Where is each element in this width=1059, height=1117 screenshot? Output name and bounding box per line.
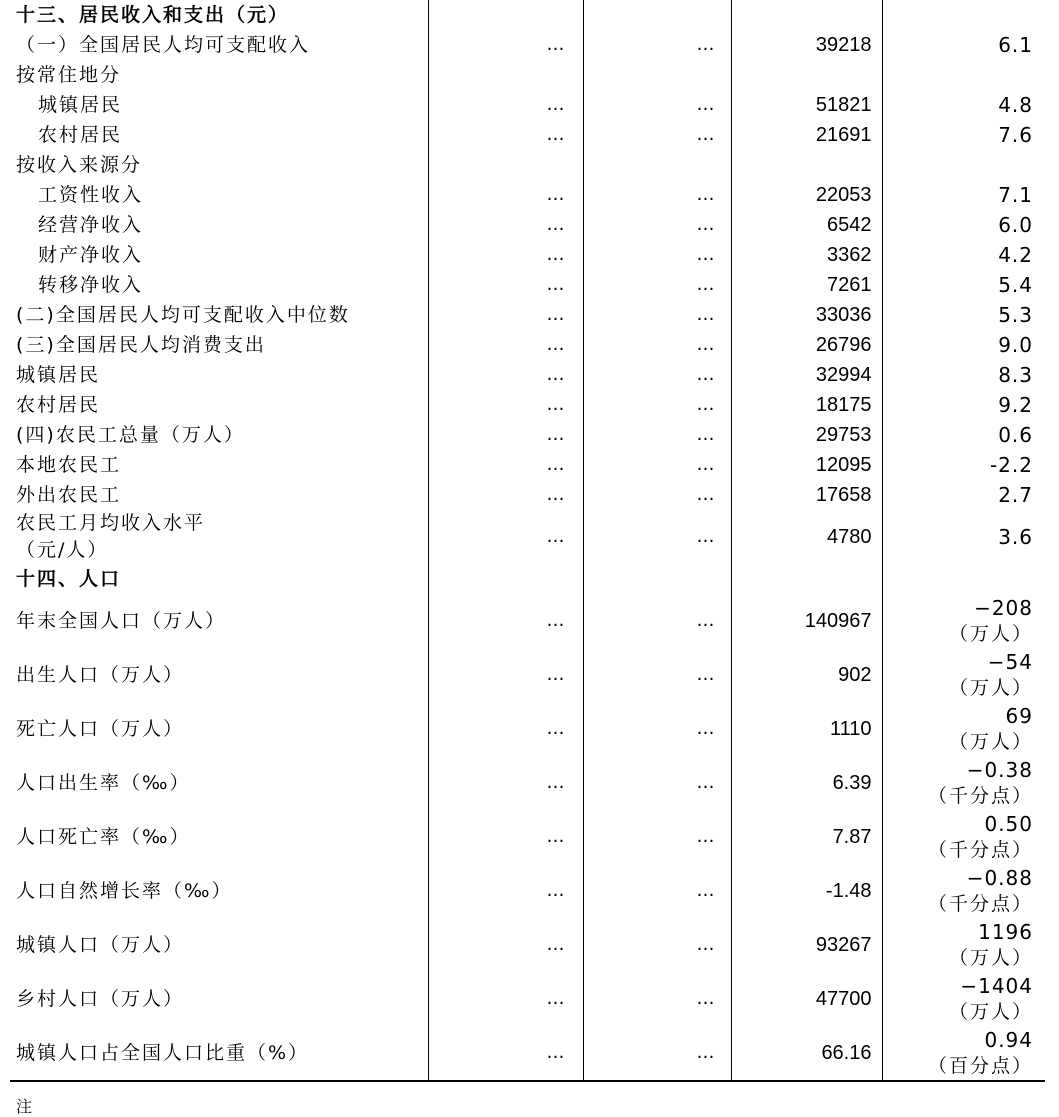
change-cell: 6.0 [882,210,1045,240]
previous-change-cell: … [583,420,731,450]
previous-value-cell: … [428,918,583,972]
table-row [10,300,1045,330]
change-value: 0.94 [984,1028,1033,1052]
table-row [10,918,1045,972]
change-value: 0.50 [984,812,1033,836]
change-cell [882,702,1045,756]
change-cell: 5.3 [882,300,1045,330]
previous-value-cell [428,564,583,594]
change-cell [882,918,1045,972]
previous-value-cell: … [428,702,583,756]
change-cell [882,594,1045,648]
table-row [10,756,1045,810]
previous-value-cell: … [428,90,583,120]
row-label: 农村居民 [38,124,123,146]
previous-change-cell [583,564,731,594]
table-row [10,360,1045,390]
previous-value-cell: … [428,180,583,210]
table-row [10,420,1045,450]
change-unit: （万人） [948,623,1033,645]
previous-change-cell: … [583,648,731,702]
value-cell: 18175 [731,390,882,420]
change-cell [882,564,1045,594]
change-cell [882,864,1045,918]
table-row [10,702,1045,756]
value-cell: 7261 [731,270,882,300]
table-row [10,120,1045,150]
table-row [10,180,1045,210]
row-label: 按收入来源分 [16,154,143,176]
row-label: 城镇居民 [38,94,123,116]
previous-value-cell [428,0,583,30]
row-label: （一）全国居民人均可支配收入 [16,34,311,56]
table-row [10,594,1045,648]
table-row [10,480,1045,510]
value-cell: 902 [731,648,882,702]
change-cell: 7.1 [882,180,1045,210]
previous-change-cell: … [583,480,731,510]
row-label: 经营净收入 [38,214,144,236]
previous-change-cell: … [583,390,731,420]
change-cell [882,0,1045,30]
value-cell: 33036 [731,300,882,330]
previous-value-cell [428,60,583,90]
table-row [10,30,1045,60]
change-cell: 0.6 [882,420,1045,450]
row-label: 十三、居民收入和支出（元） [16,4,290,26]
change-cell [882,972,1045,1026]
row-label: 转移净收入 [38,274,144,296]
row-label: 出生人口（万人） [16,664,185,686]
change-value: −208 [974,596,1033,620]
previous-value-cell: … [428,330,583,360]
value-cell: 66.16 [731,1026,882,1081]
change-unit: （百分点） [927,1055,1033,1077]
value-cell [731,150,882,180]
change-unit: （千分点） [927,893,1033,915]
previous-value-cell [428,150,583,180]
table-body [10,0,1045,1081]
table-row [10,60,1045,90]
row-label: 年末全国人口（万人） [16,610,227,632]
previous-value-cell: … [428,1026,583,1081]
row-label: 死亡人口（万人） [16,718,185,740]
row-label: 人口死亡率（‰） [16,826,191,848]
value-cell: 17658 [731,480,882,510]
previous-value-cell: … [428,510,583,564]
change-cell: 5.4 [882,270,1045,300]
table-row [10,648,1045,702]
previous-value-cell: … [428,300,583,330]
change-unit: （万人） [948,731,1033,753]
previous-change-cell: … [583,210,731,240]
previous-change-cell: … [583,702,731,756]
change-cell [882,648,1045,702]
change-cell: 9.2 [882,390,1045,420]
row-label: 乡村人口（万人） [16,988,185,1010]
value-cell: -1.48 [731,864,882,918]
previous-change-cell: … [583,864,731,918]
table-row [10,0,1045,30]
value-cell: 4780 [731,510,882,564]
value-cell [731,564,882,594]
previous-value-cell: … [428,360,583,390]
row-label: 本地农民工 [16,454,122,476]
table-row [10,810,1045,864]
previous-change-cell: … [583,510,731,564]
table-row [10,150,1045,180]
previous-change-cell: … [583,120,731,150]
previous-change-cell: … [583,450,731,480]
previous-change-cell [583,150,731,180]
change-unit: （千分点） [927,785,1033,807]
change-cell [882,810,1045,864]
value-cell: 6542 [731,210,882,240]
previous-change-cell: … [583,1026,731,1081]
change-value: −0.88 [966,866,1033,890]
change-cell: 4.2 [882,240,1045,270]
previous-change-cell: … [583,594,731,648]
table-row [10,864,1045,918]
row-label: 人口出生率（‰） [16,772,191,794]
previous-change-cell [583,60,731,90]
row-label: (二)全国居民人均可支配收入中位数 [16,304,350,326]
previous-change-cell: … [583,180,731,210]
table-row [10,390,1045,420]
previous-value-cell: … [428,390,583,420]
change-unit: （万人） [948,677,1033,699]
change-cell: 8.3 [882,360,1045,390]
value-cell: 47700 [731,972,882,1026]
previous-change-cell: … [583,918,731,972]
value-cell: 26796 [731,330,882,360]
table-row [10,240,1045,270]
value-cell: 1110 [731,702,882,756]
previous-value-cell: … [428,594,583,648]
previous-value-cell: … [428,210,583,240]
previous-change-cell: … [583,300,731,330]
previous-change-cell: … [583,810,731,864]
change-cell: 4.8 [882,90,1045,120]
value-cell: 21691 [731,120,882,150]
change-cell [882,1026,1045,1081]
value-cell: 29753 [731,420,882,450]
row-label: 城镇居民 [16,364,101,386]
change-cell: 2.7 [882,480,1045,510]
previous-change-cell: … [583,30,731,60]
footnote-label: 注 [16,1097,33,1116]
change-cell: 3.6 [882,510,1045,564]
value-cell: 7.87 [731,810,882,864]
change-value: −0.38 [966,758,1033,782]
value-cell: 12095 [731,450,882,480]
value-cell [731,0,882,30]
row-label: 城镇人口（万人） [16,934,185,956]
row-label-line2: （元/人） [16,539,109,561]
previous-value-cell: … [428,756,583,810]
value-cell: 51821 [731,90,882,120]
change-unit: （万人） [948,947,1033,969]
row-label [10,510,428,564]
row-label: 工资性收入 [38,184,144,206]
row-label: 十四、人口 [16,568,122,590]
previous-value-cell: … [428,420,583,450]
previous-value-cell: … [428,648,583,702]
previous-change-cell [583,0,731,30]
previous-value-cell: … [428,450,583,480]
statistics-table [10,0,1045,1082]
change-value: 1196 [978,920,1033,944]
value-cell: 140967 [731,594,882,648]
change-unit: （万人） [948,1001,1033,1023]
value-cell: 32994 [731,360,882,390]
previous-change-cell: … [583,330,731,360]
row-label: (四)农民工总量（万人） [16,424,245,446]
previous-change-cell: … [583,756,731,810]
previous-value-cell: … [428,864,583,918]
table-row [10,972,1045,1026]
previous-change-cell: … [583,240,731,270]
previous-value-cell: … [428,120,583,150]
value-cell: 93267 [731,918,882,972]
change-cell [882,150,1045,180]
row-label-line1: 农民工月均收入水平 [16,512,206,534]
table-row [10,270,1045,300]
change-value: −1404 [960,974,1033,998]
change-value: 69 [1005,704,1033,728]
previous-change-cell: … [583,972,731,1026]
row-label: 按常住地分 [16,64,122,86]
table-row [10,1026,1045,1081]
value-cell: 3362 [731,240,882,270]
previous-change-cell: … [583,360,731,390]
table-row [10,210,1045,240]
change-cell: -2.2 [882,450,1045,480]
value-cell: 6.39 [731,756,882,810]
change-value: −54 [987,650,1033,674]
row-label: 农村居民 [16,394,101,416]
previous-change-cell: … [583,270,731,300]
previous-value-cell: … [428,30,583,60]
previous-change-cell: … [583,90,731,120]
change-cell: 7.6 [882,120,1045,150]
change-unit: （千分点） [927,839,1033,861]
previous-value-cell: … [428,972,583,1026]
row-label: 人口自然增长率（‰） [16,880,233,902]
previous-value-cell: … [428,480,583,510]
table-row [10,450,1045,480]
previous-value-cell: … [428,810,583,864]
row-label: 城镇人口占全国人口比重（%） [10,1026,428,1081]
change-cell: 9.0 [882,330,1045,360]
table-row [10,90,1045,120]
value-cell: 39218 [731,30,882,60]
change-cell [882,756,1045,810]
previous-value-cell: … [428,240,583,270]
previous-value-cell: … [428,270,583,300]
table-row [10,330,1045,360]
table-row [10,510,1045,564]
table-row [10,564,1045,594]
value-cell [731,60,882,90]
row-label: (三)全国居民人均消费支出 [16,334,266,356]
change-cell [882,60,1045,90]
row-label: 外出农民工 [16,484,122,506]
change-cell: 6.1 [882,30,1045,60]
row-label: 财产净收入 [38,244,144,266]
value-cell: 22053 [731,180,882,210]
